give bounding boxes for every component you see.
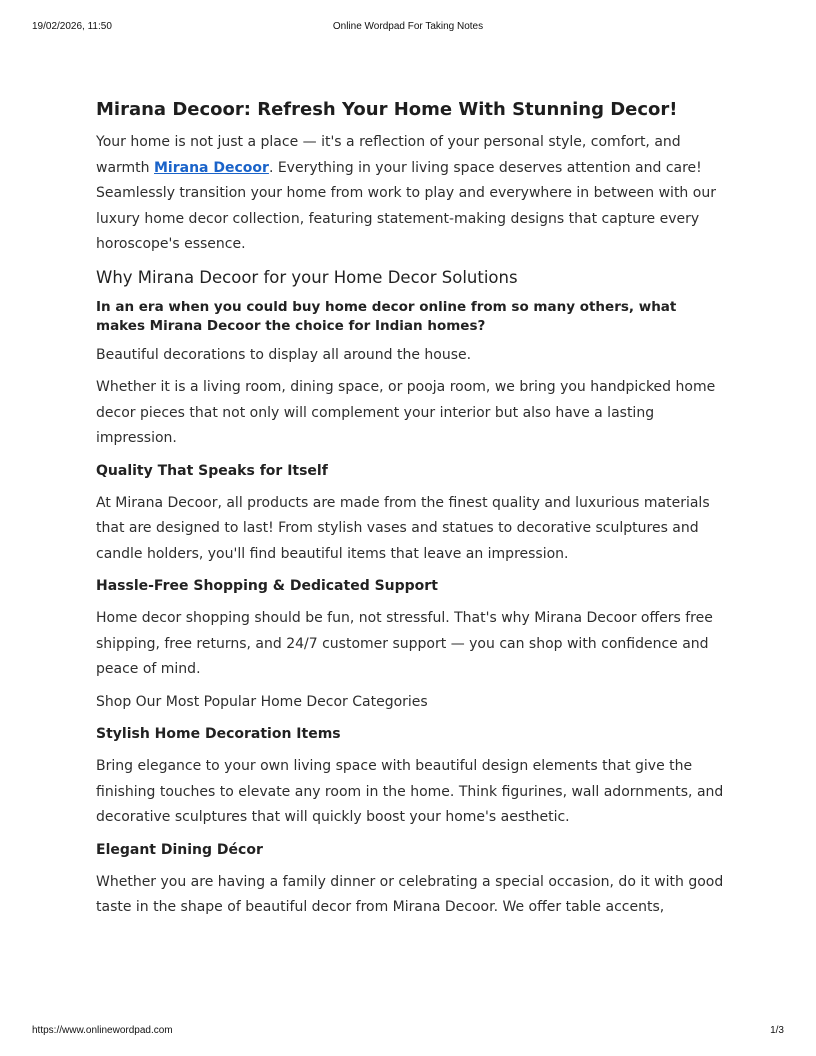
intro-text-before-link: Your home is not just a place — it's a reflection of your personal style, comfort, and warmth (96, 134, 681, 176)
intro-paragraph (96, 130, 724, 258)
question-heading: In an era when you could buy home decor online from so many others, what makes Mirana Decoor the choice for Indian homes? (96, 298, 677, 334)
mirana-decoor-link[interactable]: Mirana Decoor (154, 159, 269, 176)
stylish-heading: Stylish Home Decoration Items (96, 726, 341, 742)
whether-paragraph: Whether it is a living room, dining space, or pooja room, we bring you handpicked home decor pieces that not only will complement your interior but also have a lasting impression. (96, 379, 716, 446)
intro-text-after-link: . Everything in your living space deserves attention and care! Seamlessly transition your home from work to play and everywhere in between with our luxury home decor collection, featuring statement-making designs that capture every horoscope's essence. (96, 159, 716, 252)
beautiful-paragraph: Beautiful decorations to display all around the house. (96, 346, 472, 363)
dining-heading: Elegant Dining Décor (96, 841, 263, 858)
stylish-paragraph: Bring elegance to your own living space with beautiful design elements that give the finishing touches to elevate any room in the home. Think figurines, wall adornments, and decorative sculptures that will quickly boost your home's aesthetic. (96, 758, 724, 825)
print-page-number: 1/3 (770, 1025, 784, 1036)
print-url: https://www.onlinewordpad.com (32, 1025, 173, 1036)
print-page-title: Online Wordpad For Taking Notes (332, 21, 484, 32)
hassle-heading: Hassle-Free Shopping & Dedicated Support (96, 578, 438, 594)
shop-popular-paragraph: Shop Our Most Popular Home Decor Categories (96, 693, 428, 710)
quality-heading: Quality That Speaks for Itself (96, 462, 328, 479)
dining-paragraph: Whether you are having a family dinner or celebrating a special occasion, do it with good taste in the shape of beautiful decor from Mirana Decoor. We offer table accents, (96, 873, 724, 915)
quality-paragraph: At Mirana Decoor, all products are made from the finest quality and luxurious materials that are designed to last! From stylish vases and statues to decorative sculptures and candle holders, you'll find beautiful items that leave an impression. (96, 494, 710, 562)
document-title: Mirana Decoor: Refresh Your Home With Stunning Decor! (96, 99, 678, 120)
hassle-paragraph: Home decor shopping should be fun, not stressful. That's why Mirana Decoor offers free shipping, free returns, and 24/7 customer support — you can shop with confidence and peace of mind. (96, 610, 713, 677)
print-datetime: 19/02/2026, 11:50 (32, 21, 112, 32)
why-heading: Why Mirana Decoor for your Home Decor Solutions (96, 267, 518, 287)
document-body (96, 96, 724, 928)
